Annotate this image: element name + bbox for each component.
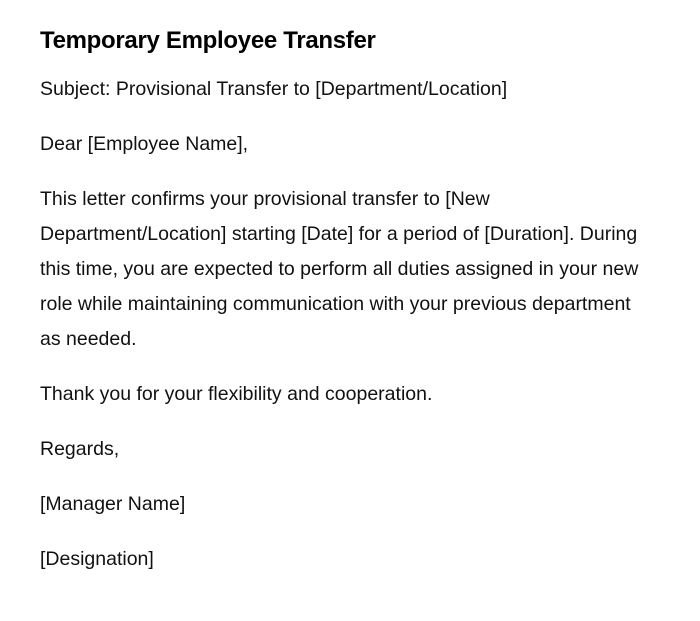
- letter-subject: Subject: Provisional Transfer to [Department/Location]: [40, 78, 508, 100]
- letter-body: This letter confirms your provisional transfer to [New Department/Location] starting [Date] for a period of [Duration]. During this time, you are expected to perform all duties assigned in your new role while maintaining communication with your previous department as needed.: [40, 188, 639, 350]
- letter-greeting: Dear [Employee Name],: [40, 133, 249, 155]
- letter-title: Temporary Employee Transfer: [40, 27, 376, 54]
- signature-designation: [Designation]: [40, 548, 154, 570]
- letter-thanks: Thank you for your flexibility and cooperation.: [40, 383, 433, 405]
- signature-manager-name: [Manager Name]: [40, 493, 186, 515]
- letter-document: [40, 24, 650, 597]
- letter-closing: Regards,: [40, 438, 120, 460]
